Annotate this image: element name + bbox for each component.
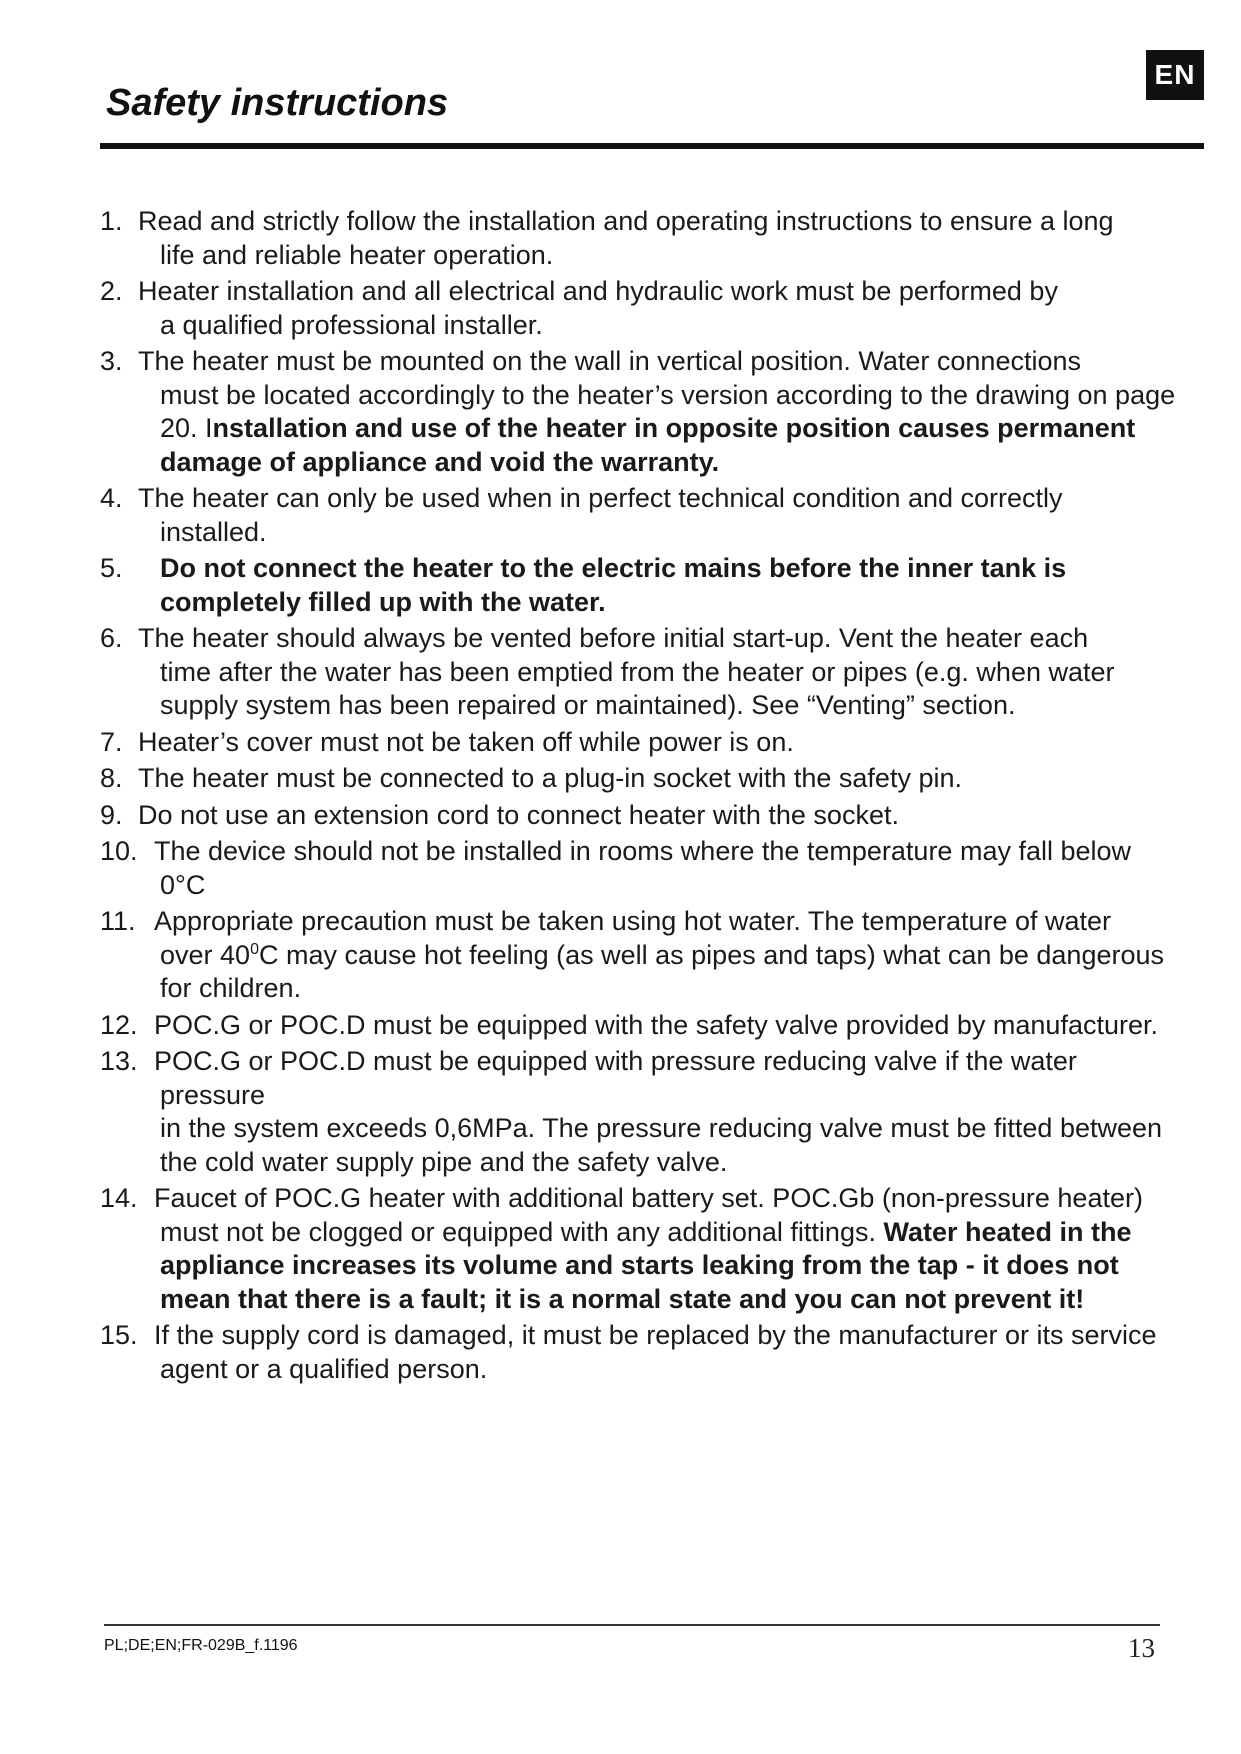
footer-divider: [104, 1624, 1160, 1626]
item-text: POC.G or POC.D must be equipped with pressure reducing valve if the water pressure: [154, 1046, 1077, 1110]
item-bold-warning: nstallation and use of the heater in opposite position causes permanent damage of appliance and void the warranty.: [160, 413, 1136, 477]
item-text-continued: 0°C: [160, 869, 206, 900]
item-number: 14.: [100, 1183, 138, 1213]
item-number: 7.: [100, 726, 123, 757]
list-item: [100, 1182, 1180, 1316]
page-number: 13: [1128, 1633, 1155, 1663]
item-number: 5.: [100, 553, 123, 583]
item-number: 15.: [100, 1320, 138, 1350]
list-item: [100, 552, 1180, 619]
list-item: [100, 905, 1180, 1006]
list-item: [100, 1045, 1180, 1179]
item-number: 12.: [100, 1009, 138, 1040]
item-text-continued: life and reliable heater operation.: [160, 239, 554, 270]
title-divider: [100, 143, 1204, 149]
item-number: 4.: [100, 483, 123, 513]
item-text: Heater installation and all electrical and hydraulic work must be performed by: [138, 276, 1058, 306]
item-text-continued: over 40: [160, 939, 251, 970]
item-bold-warning: Do not connect the heater to the electric mains before the inner tank is completely filled up with the water.: [160, 553, 1067, 617]
list-item: [100, 345, 1180, 479]
list-item: [100, 205, 1180, 272]
item-text-continued: agent or a qualified person.: [160, 1353, 488, 1384]
list-item: [100, 835, 1180, 902]
document-code: PL;DE;EN;FR-029B_f.1196: [104, 1637, 298, 1654]
item-text: Read and strictly follow the installation and operating instructions to ensure a long: [138, 206, 1114, 236]
degree-superscript: 0: [250, 940, 259, 958]
safety-instructions-list: [100, 205, 1180, 1389]
item-text: Faucet of POC.G heater with additional battery set. POC.Gb (non-pressure heater): [154, 1183, 1143, 1213]
list-item: [100, 275, 1180, 342]
item-number: 1.: [100, 206, 123, 236]
language-badge: EN: [1146, 50, 1204, 100]
list-item: [100, 726, 1180, 760]
item-text-continued: a qualified professional installer.: [160, 309, 543, 340]
item-text: The heater must be mounted on the wall in vertical position. Water connections: [138, 346, 1081, 376]
item-number: 11.: [100, 906, 136, 936]
list-item: [100, 1319, 1180, 1386]
item-text-continued: time after the water has been emptied from the heater or pipes (e.g. when water supply system has been repaired or maintained). See “Venting” section.: [160, 656, 1115, 720]
list-item: [100, 622, 1180, 723]
item-number: 6.: [100, 623, 123, 653]
item-text: POC.G or POC.D must be equipped with the safety valve provided by manufacturer.: [154, 1009, 1158, 1040]
item-text: Do not use an extension cord to connect heater with the socket.: [138, 799, 899, 830]
item-number: 13.: [100, 1046, 138, 1076]
item-text-continued: must be located accordingly to the heater’s version according to the drawing on page 20. I: [160, 379, 1176, 443]
item-text: If the supply cord is damaged, it must be replaced by the manufacturer or its service: [154, 1320, 1157, 1350]
item-number: 9.: [100, 799, 123, 830]
item-text-continued: installed.: [160, 516, 267, 547]
list-item: [100, 762, 1180, 796]
item-number: 8.: [100, 763, 123, 793]
item-text-continued: in the system exceeds 0,6MPa. The pressure reducing valve must be fitted between the cold water supply pipe and the safety valve.: [160, 1113, 1163, 1177]
item-text-continued: C may cause hot feeling (as well as pipes and taps) what can be dangerous for children.: [160, 939, 1164, 1003]
item-text: Heater’s cover must not be taken off while power is on.: [138, 726, 794, 757]
list-item: [100, 482, 1180, 549]
item-text: The heater should always be vented before initial start-up. Vent the heater each: [138, 623, 1089, 653]
list-item: [100, 1009, 1180, 1043]
item-text-continued: must not be clogged or equipped with any additional fittings.: [160, 1216, 884, 1247]
item-number: 10.: [100, 836, 138, 866]
item-number: 3.: [100, 346, 123, 376]
item-text: The heater can only be used when in perfect technical condition and correctly: [138, 483, 1063, 513]
page-title: Safety instructions: [106, 82, 449, 124]
item-text: Appropriate precaution must be taken using hot water. The temperature of water: [154, 906, 1112, 936]
item-bold-warning: Water heated in the appliance increases its volume and starts leaking from the tap - it does not mean that there is a fault; it is a normal state and you can not prevent it!: [160, 1216, 1132, 1314]
item-number: 2.: [100, 276, 123, 306]
item-text: The device should not be installed in rooms where the temperature may fall below: [154, 836, 1132, 866]
item-text: The heater must be connected to a plug-in socket with the safety pin.: [138, 763, 962, 793]
list-item: [100, 799, 1180, 833]
